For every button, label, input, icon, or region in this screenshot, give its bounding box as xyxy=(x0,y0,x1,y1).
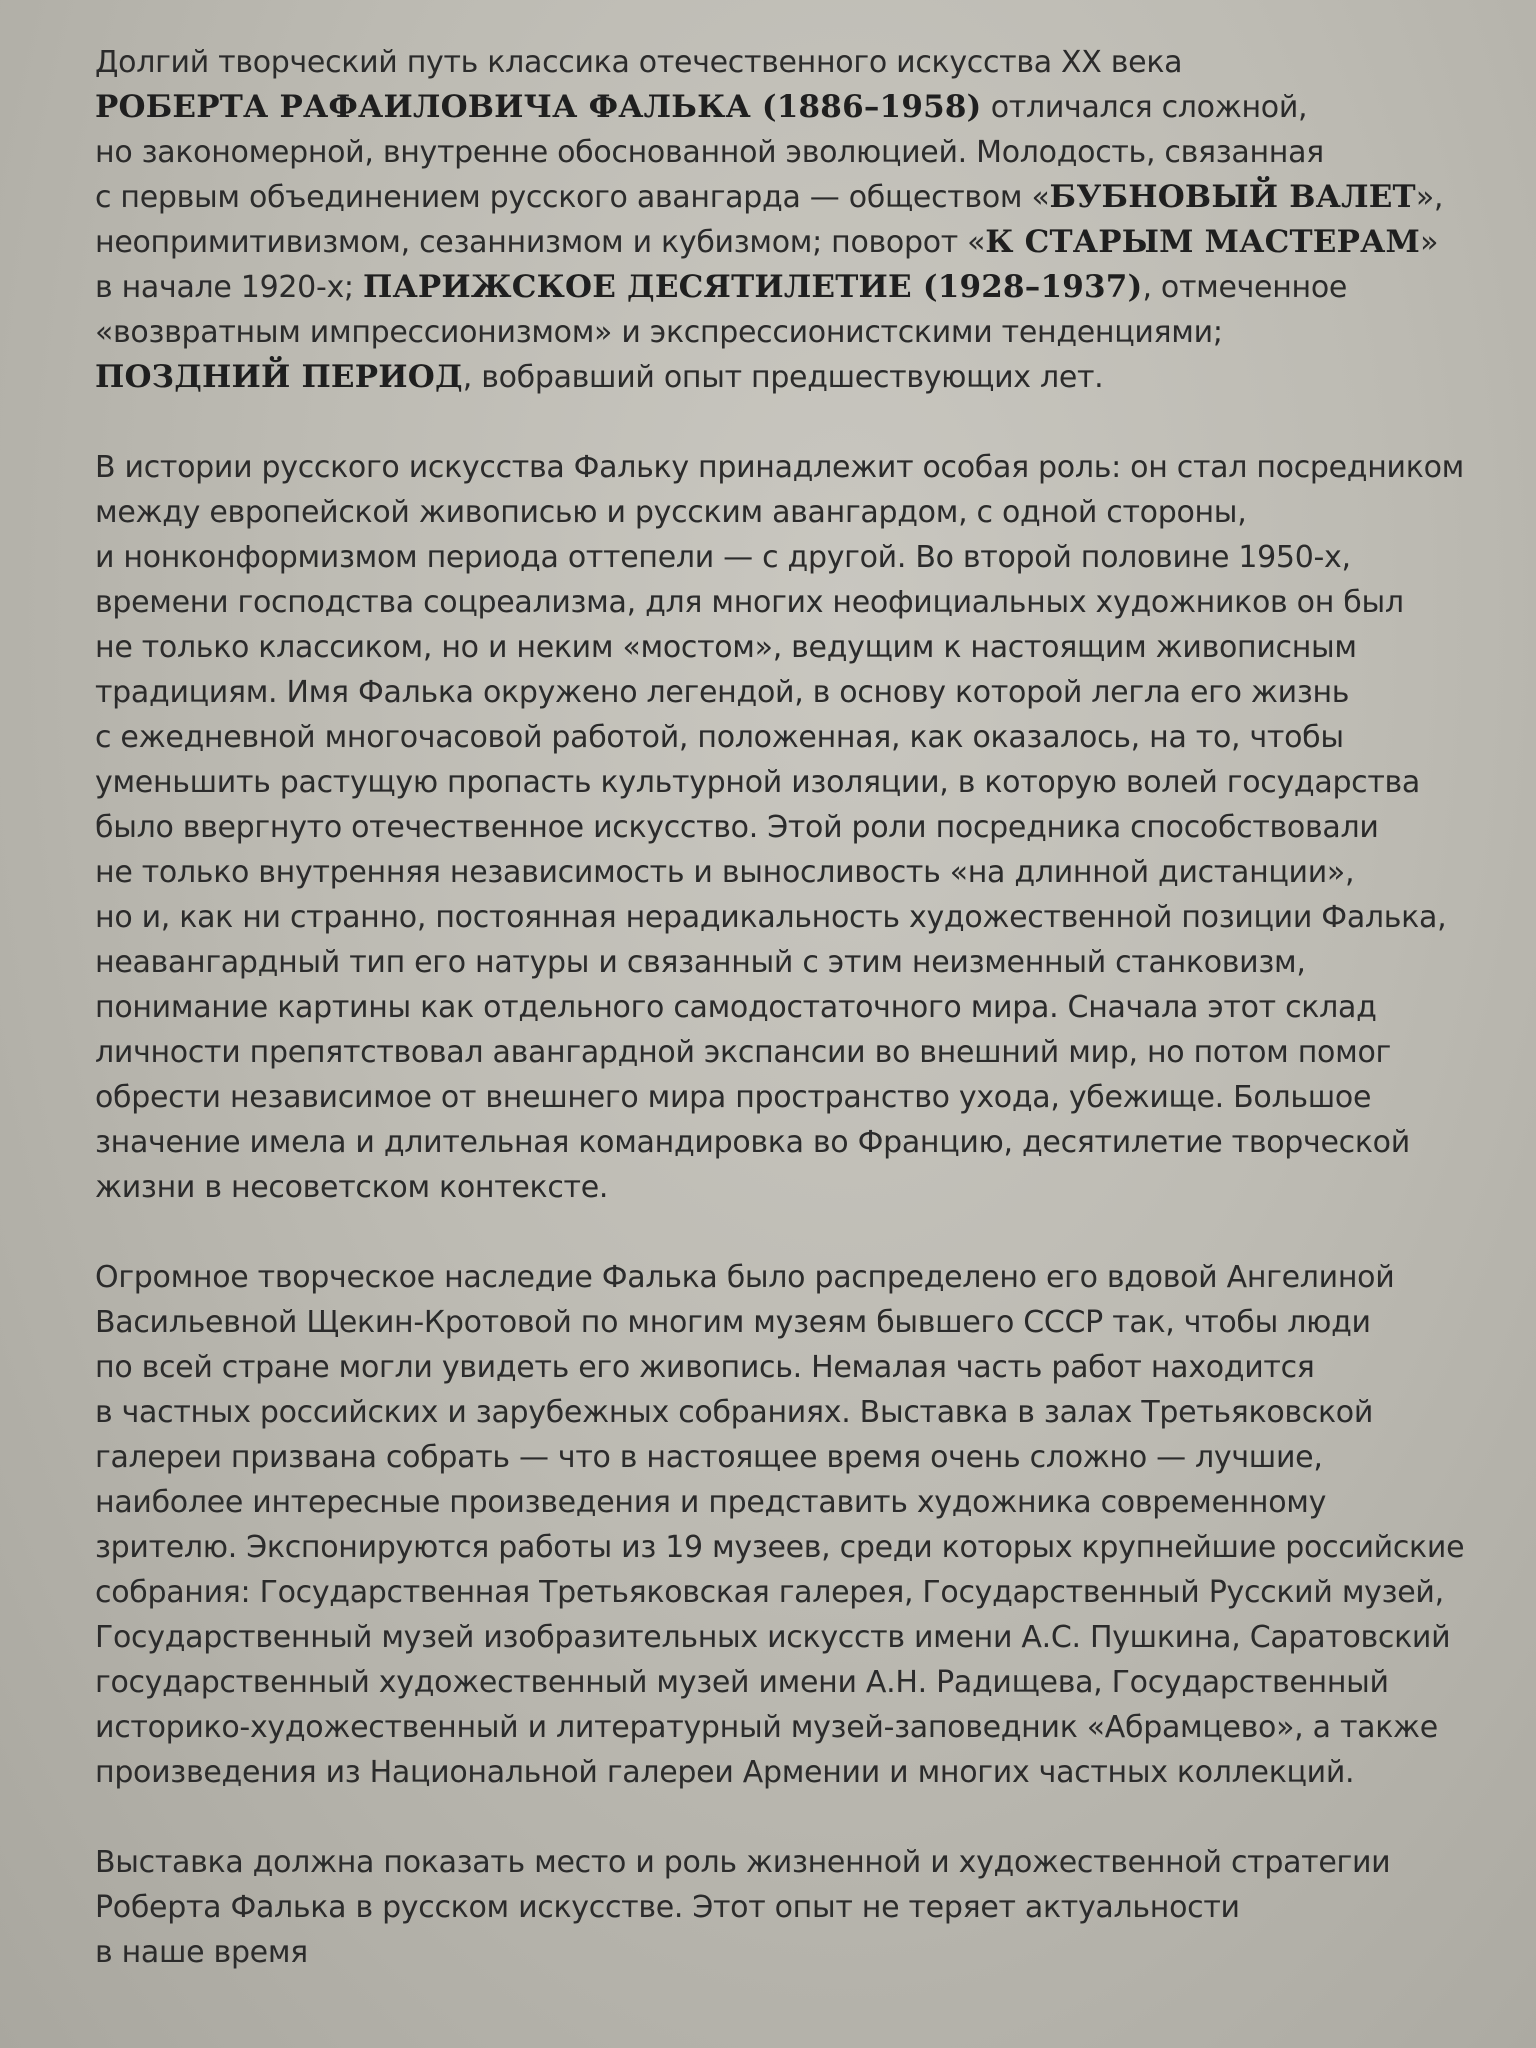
text-fragment: отличался сложной, xyxy=(981,90,1308,125)
text-fragment: с первым объединением русского авангарда — обществом « xyxy=(95,180,1050,215)
text-line: зрителю. Экспонируются работы из 19 музеев, среди которых крупнейшие российские xyxy=(95,1530,1465,1565)
text-line: традициям. Имя Фалька окружено легендой, в основу которой легла его жизнь xyxy=(95,675,1350,710)
text-line: наиболее интересные произведения и представить художника современному xyxy=(95,1485,1327,1520)
late-period-bold: ПОЗДНИЙ ПЕРИОД xyxy=(95,359,463,395)
text-line xyxy=(95,220,1495,265)
paris-decade-bold: ПАРИЖСКОЕ ДЕСЯТИЛЕТИЕ (1928–1937) xyxy=(362,269,1143,305)
text-line: Государственный музей изобразительных искусств имени А.С. Пушкина, Саратовский xyxy=(95,1620,1451,1655)
text-line: Огромное творческое наследие Фалька было распределено его вдовой Ангелиной xyxy=(95,1260,1395,1295)
text-fragment: , вобравший опыт предшествующих лет. xyxy=(462,360,1104,395)
text-line: личности препятствовал авангардной экспансии во внешний мир, но потом помог xyxy=(95,1035,1391,1070)
text-line: государственный художественный музей имени А.Н. Радищева, Государственный xyxy=(95,1665,1389,1700)
wall-text-panel xyxy=(95,40,1495,2020)
text-line xyxy=(95,265,1495,310)
text-line: Долгий творческий путь классика отечественного искусства XX века xyxy=(95,45,1183,80)
text-line: не только внутренняя независимость и выносливость «на длинной дистанции», xyxy=(95,855,1355,890)
paragraph-legacy xyxy=(95,1255,1495,1795)
text-fragment: » xyxy=(1420,225,1439,260)
text-line xyxy=(95,355,1495,400)
old-masters-bold: К СТАРЫМ МАСТЕРАМ xyxy=(985,224,1421,260)
text-line: обрести независимое от внешнего мира пространство ухода, убежище. Большое xyxy=(95,1080,1372,1115)
text-line: собрания: Государственная Третьяковская галерея, Государственный Русский музей, xyxy=(95,1575,1444,1610)
text-line: между европейской живописью и русским авангардом, с одной стороны, xyxy=(95,495,1247,530)
text-fragment: неопримитивизмом, сезаннизмом и кубизмом; поворот « xyxy=(95,225,986,260)
text-line: и нонконформизмом периода оттепели — с другой. Во второй половине 1950-х, xyxy=(95,540,1351,575)
paragraph-conclusion xyxy=(95,1840,1495,1975)
text-line: понимание картины как отдельного самодостаточного мира. Сначала этот склад xyxy=(95,990,1377,1025)
text-line: с ежедневной многочасовой работой, положенная, как оказалось, на то, чтобы xyxy=(95,720,1344,755)
text-fragment: », xyxy=(1415,180,1444,215)
text-line: неавангардный тип его натуры и связанный с этим неизменный станковизм, xyxy=(95,945,1306,980)
text-line: «возвратным импрессионизмом» и экспрессионистскими тенденциями; xyxy=(95,315,1223,350)
text-line: Васильевной Щекин-Кротовой по многим музеям бывшего СССР так, чтобы люди xyxy=(95,1305,1371,1340)
text-line: не только классиком, но и неким «мостом», ведущим к настоящим живописным xyxy=(95,630,1357,665)
text-line: в частных российских и зарубежных собраниях. Выставка в залах Третьяковской xyxy=(95,1395,1374,1430)
text-line: галереи призвана собрать — что в настоящее время очень сложно — лучшие, xyxy=(95,1440,1323,1475)
text-line: по всей стране могли увидеть его живопись. Немалая часть работ находится xyxy=(95,1350,1315,1385)
text-line: но и, как ни странно, постоянная нерадикальность художественной позиции Фалька, xyxy=(95,900,1447,935)
text-line: уменьшить растущую пропасть культурной изоляции, в которую волей государства xyxy=(95,765,1421,800)
text-line: было ввергнуто отечественное искусство. Этой роли посредника способствовали xyxy=(95,810,1379,845)
text-fragment: в начале 1920-х; xyxy=(95,270,363,305)
paragraph-role xyxy=(95,445,1495,1210)
text-fragment: , отмеченное xyxy=(1142,270,1348,305)
text-line: жизни в несоветском контексте. xyxy=(95,1170,609,1205)
text-line xyxy=(95,85,1495,130)
artist-name-bold: РОБЕРТА РАФАИЛОВИЧА ФАЛЬКА (1886–1958) xyxy=(95,89,982,125)
paragraph-intro xyxy=(95,40,1495,400)
text-line: но закономерной, внутренне обоснованной эволюцией. Молодость, связанная xyxy=(95,135,1324,170)
text-line: историко-художественный и литературный музей-заповедник «Абрамцево», а также xyxy=(95,1710,1438,1745)
text-line: времени господства соцреализма, для многих неофициальных художников он был xyxy=(95,585,1404,620)
text-line xyxy=(95,175,1495,220)
text-line: значение имела и длительная командировка во Францию, десятилетие творческой xyxy=(95,1125,1410,1160)
text-line: в наше время xyxy=(95,1935,308,1970)
jack-of-diamonds-bold: БУБНОВЫЙ ВАЛЕТ xyxy=(1049,179,1416,215)
text-line: Роберта Фалька в русском искусстве. Этот опыт не теряет актуальности xyxy=(95,1890,1240,1925)
text-line: Выставка должна показать место и роль жизненной и художественной стратегии xyxy=(95,1845,1391,1880)
text-line: произведения из Национальной галереи Армении и многих частных коллекций. xyxy=(95,1755,1355,1790)
text-line: В истории русского искусства Фальку принадлежит особая роль: он стал посредником xyxy=(95,450,1464,485)
